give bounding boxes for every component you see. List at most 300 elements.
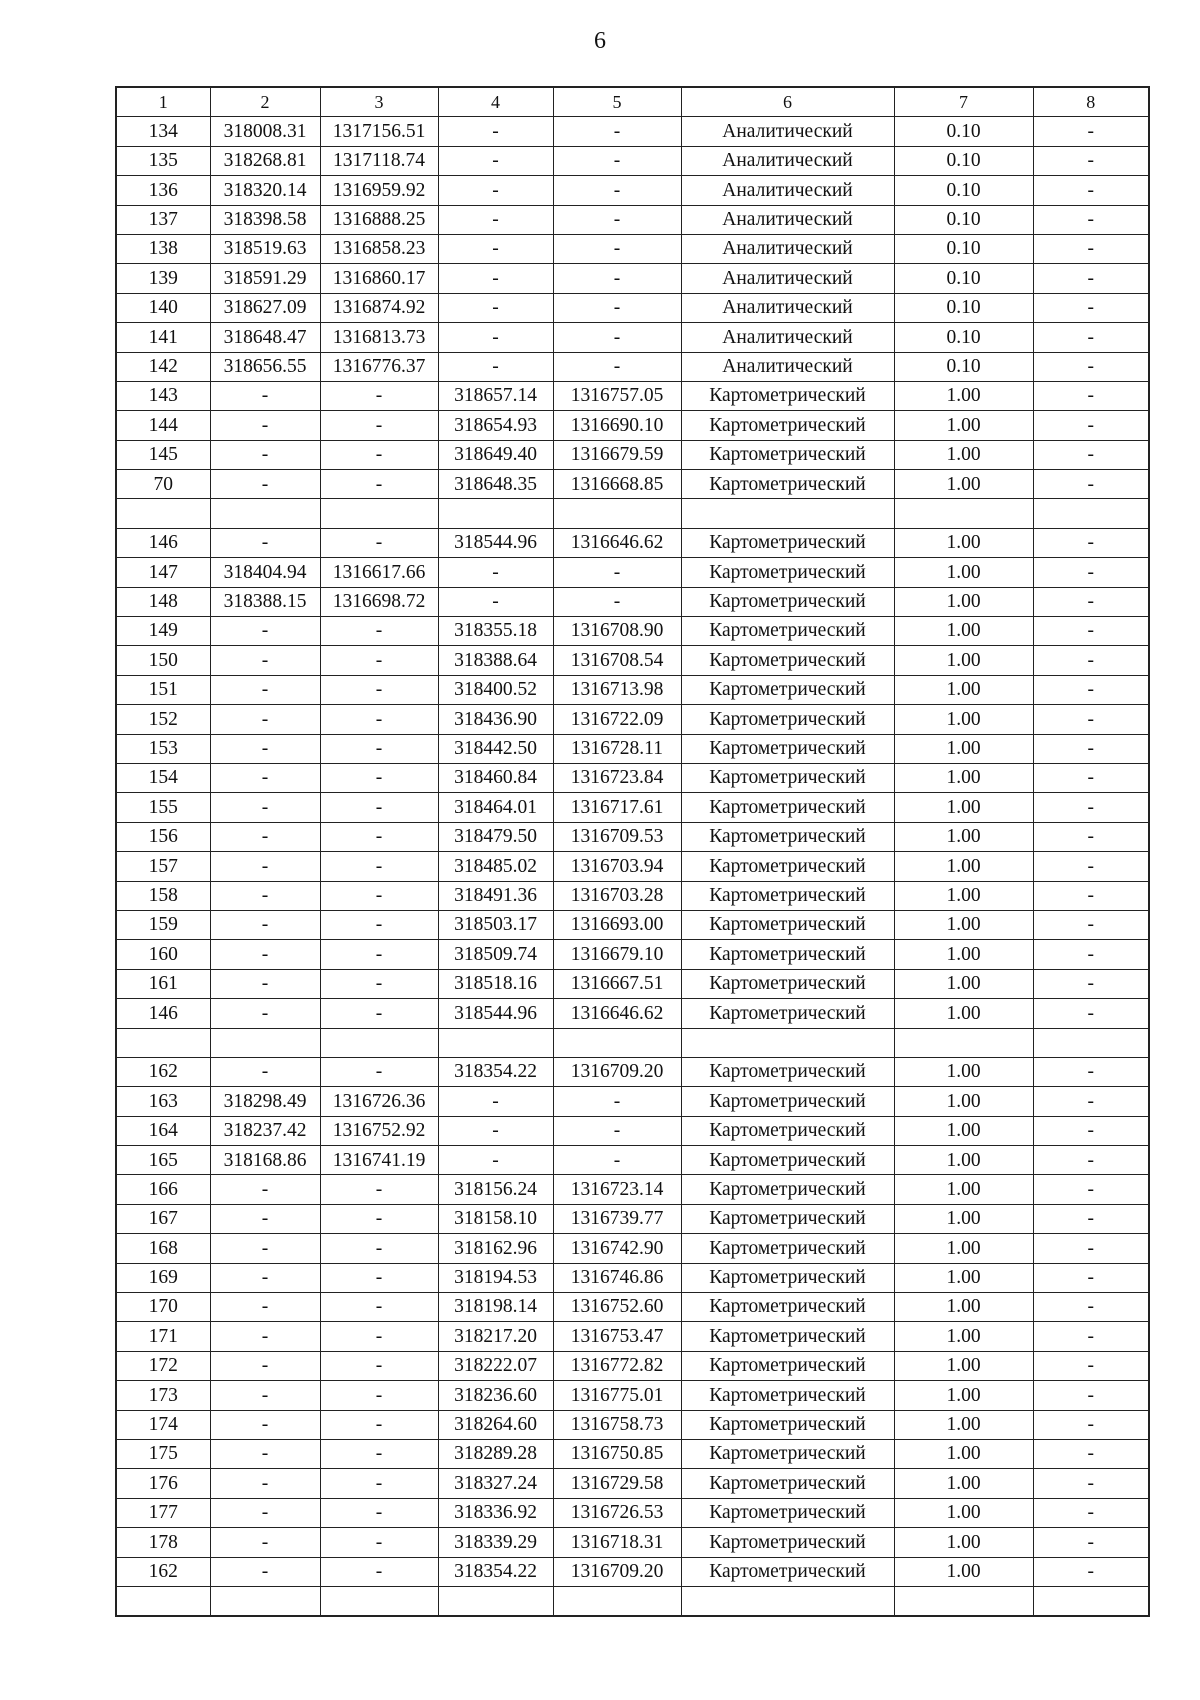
cell-accuracy: 1.00 [894,528,1033,557]
cell-accuracy: 1.00 [894,1351,1033,1380]
cell-note: - [1033,1381,1149,1410]
cell-method: Картометрический [681,1293,894,1322]
table-row [116,176,1149,205]
cell-y-coordinate-1: - [320,617,438,646]
cell-method: Картометрический [681,440,894,469]
column-header-accuracy: 7 [894,87,1033,117]
cell-y-coordinate-1: - [320,1557,438,1586]
cell-method: Картометрический [681,1381,894,1410]
cell-x-coordinate-2: 318485.02 [438,852,553,881]
cell-note: - [1033,1557,1149,1586]
table-row [116,1557,1149,1586]
cell-method: Картометрический [681,969,894,998]
cell-method: Картометрический [681,910,894,939]
cell-x-coordinate-2 [438,1028,553,1057]
cell-x-coordinate-2: - [438,176,553,205]
table-row [116,293,1149,322]
cell-x-coordinate-2: - [438,1116,553,1145]
cell-x-coordinate-1: - [210,528,320,557]
table-row [116,1351,1149,1380]
cell-y-coordinate-1: - [320,1528,438,1557]
table-row [116,1146,1149,1175]
cell-point-number: 162 [116,1557,210,1586]
cell-method: Картометрический [681,1498,894,1527]
cell-note: - [1033,1175,1149,1204]
cell-note: - [1033,558,1149,587]
cell-note: - [1033,352,1149,381]
cell-method: Картометрический [681,852,894,881]
column-header-x-coordinate-1: 2 [210,87,320,117]
cell-method: Картометрический [681,1234,894,1263]
cell-x-coordinate-2: 318327.24 [438,1469,553,1498]
cell-x-coordinate-1: - [210,940,320,969]
cell-x-coordinate-2: 318336.92 [438,1498,553,1527]
cell-y-coordinate-2: 1316723.84 [553,763,681,792]
cell-y-coordinate-1: 1316813.73 [320,323,438,352]
cell-method: Картометрический [681,1410,894,1439]
cell-y-coordinate-2: 1316722.09 [553,705,681,734]
cell-x-coordinate-1: - [210,1234,320,1263]
table-row [116,1498,1149,1527]
cell-point-number: 168 [116,1234,210,1263]
cell-y-coordinate-2: 1316690.10 [553,411,681,440]
cell-x-coordinate-1: 318404.94 [210,558,320,587]
cell-x-coordinate-2: 318354.22 [438,1057,553,1086]
cell-method: Аналитический [681,205,894,234]
cell-y-coordinate-2: 1316668.85 [553,470,681,499]
cell-x-coordinate-2: - [438,587,553,616]
page-number: 6 [594,28,606,54]
cell-method: Картометрический [681,675,894,704]
cell-note [1033,1028,1149,1057]
cell-method: Аналитический [681,176,894,205]
cell-method: Картометрический [681,734,894,763]
cell-accuracy: 1.00 [894,617,1033,646]
cell-y-coordinate-1: 1316698.72 [320,587,438,616]
cell-x-coordinate-2: 318544.96 [438,528,553,557]
cell-point-number: 173 [116,1381,210,1410]
cell-x-coordinate-1: - [210,1469,320,1498]
cell-y-coordinate-1: - [320,1293,438,1322]
cell-note: - [1033,1204,1149,1233]
cell-y-coordinate-1: - [320,411,438,440]
cell-y-coordinate-1 [320,1586,438,1616]
table-row [116,323,1149,352]
cell-accuracy: 1.00 [894,646,1033,675]
cell-method [681,1586,894,1616]
table-row [116,1293,1149,1322]
table-row [116,734,1149,763]
cell-note: - [1033,910,1149,939]
cell-note: - [1033,1351,1149,1380]
cell-note: - [1033,1322,1149,1351]
cell-note: - [1033,705,1149,734]
column-header-note: 8 [1033,87,1149,117]
table-row [116,705,1149,734]
cell-y-coordinate-1: - [320,440,438,469]
cell-accuracy [894,499,1033,528]
cell-method: Картометрический [681,587,894,616]
cell-method: Картометрический [681,822,894,851]
cell-accuracy: 0.10 [894,205,1033,234]
cell-x-coordinate-1: - [210,411,320,440]
cell-x-coordinate-2: - [438,323,553,352]
cell-x-coordinate-1: - [210,440,320,469]
cell-method: Картометрический [681,1322,894,1351]
cell-point-number: 159 [116,910,210,939]
cell-note: - [1033,1498,1149,1527]
table-row [116,1234,1149,1263]
table-row [116,793,1149,822]
cell-x-coordinate-2: 318491.36 [438,881,553,910]
table-row [116,1469,1149,1498]
cell-x-coordinate-1 [210,1586,320,1616]
cell-point-number: 138 [116,234,210,263]
table-row [116,587,1149,616]
cell-y-coordinate-2: 1316709.53 [553,822,681,851]
cell-accuracy: 0.10 [894,176,1033,205]
cell-method: Картометрический [681,1263,894,1292]
cell-method: Картометрический [681,646,894,675]
cell-x-coordinate-2: 318509.74 [438,940,553,969]
table-row [116,146,1149,175]
cell-point-number [116,499,210,528]
cell-accuracy: 1.00 [894,1322,1033,1351]
cell-point-number: 152 [116,705,210,734]
cell-accuracy: 0.10 [894,146,1033,175]
cell-note: - [1033,528,1149,557]
cell-method: Картометрический [681,1439,894,1468]
cell-accuracy: 1.00 [894,999,1033,1028]
cell-x-coordinate-2: 318657.14 [438,381,553,410]
cell-point-number: 136 [116,176,210,205]
table-row [116,440,1149,469]
cell-y-coordinate-2 [553,499,681,528]
cell-accuracy: 1.00 [894,852,1033,881]
cell-accuracy: 1.00 [894,1381,1033,1410]
cell-point-number: 167 [116,1204,210,1233]
cell-y-coordinate-2: - [553,146,681,175]
cell-y-coordinate-1: - [320,381,438,410]
cell-note: - [1033,1234,1149,1263]
cell-y-coordinate-1: - [320,705,438,734]
cell-method: Картометрический [681,1528,894,1557]
cell-note: - [1033,969,1149,998]
cell-point-number: 142 [116,352,210,381]
cell-y-coordinate-2: 1316709.20 [553,1557,681,1586]
cell-note: - [1033,146,1149,175]
cell-point-number: 148 [116,587,210,616]
cell-y-coordinate-1: - [320,1322,438,1351]
cell-x-coordinate-1: 318656.55 [210,352,320,381]
cell-note: - [1033,1439,1149,1468]
cell-y-coordinate-2: 1316708.54 [553,646,681,675]
column-header-x-coordinate-2: 4 [438,87,553,117]
cell-point-number: 147 [116,558,210,587]
cell-x-coordinate-1: - [210,1263,320,1292]
cell-y-coordinate-2: - [553,1146,681,1175]
table-row [116,763,1149,792]
cell-y-coordinate-2 [553,1586,681,1616]
table-row [116,1528,1149,1557]
cell-accuracy: 1.00 [894,793,1033,822]
cell-y-coordinate-2: 1316717.61 [553,793,681,822]
cell-x-coordinate-2: 318388.64 [438,646,553,675]
table-row [116,117,1149,146]
cell-method: Картометрический [681,999,894,1028]
cell-note: - [1033,1087,1149,1116]
cell-method: Картометрический [681,705,894,734]
cell-method: Аналитический [681,146,894,175]
cell-method: Картометрический [681,793,894,822]
cell-x-coordinate-1: - [210,705,320,734]
cell-x-coordinate-1: - [210,1322,320,1351]
cell-y-coordinate-2: - [553,117,681,146]
cell-note [1033,1586,1149,1616]
cell-method: Аналитический [681,352,894,381]
cell-y-coordinate-2: - [553,587,681,616]
cell-y-coordinate-1: 1316858.23 [320,234,438,263]
cell-y-coordinate-1 [320,1028,438,1057]
coordinates-table [115,86,1150,1617]
cell-accuracy: 1.00 [894,1439,1033,1468]
table-row [116,1087,1149,1116]
cell-note: - [1033,1293,1149,1322]
cell-y-coordinate-1: - [320,528,438,557]
cell-y-coordinate-1: - [320,734,438,763]
cell-point-number: 149 [116,617,210,646]
cell-accuracy: 1.00 [894,411,1033,440]
cell-note: - [1033,381,1149,410]
cell-y-coordinate-1: - [320,1351,438,1380]
cell-point-number: 151 [116,675,210,704]
cell-point-number: 176 [116,1469,210,1498]
cell-note: - [1033,1528,1149,1557]
cell-y-coordinate-2: 1316729.58 [553,1469,681,1498]
cell-y-coordinate-1: - [320,969,438,998]
cell-accuracy: 0.10 [894,323,1033,352]
cell-point-number: 146 [116,999,210,1028]
cell-y-coordinate-1: 1317156.51 [320,117,438,146]
cell-point-number: 163 [116,1087,210,1116]
cell-accuracy: 0.10 [894,117,1033,146]
cell-method: Картометрический [681,881,894,910]
cell-x-coordinate-1: 318591.29 [210,264,320,293]
cell-x-coordinate-1: - [210,617,320,646]
cell-point-number: 145 [116,440,210,469]
table-row [116,1175,1149,1204]
cell-note: - [1033,1057,1149,1086]
cell-accuracy: 1.00 [894,470,1033,499]
table-row [116,822,1149,851]
cell-method: Картометрический [681,1469,894,1498]
cell-y-coordinate-2: 1316775.01 [553,1381,681,1410]
cell-note: - [1033,646,1149,675]
cell-y-coordinate-1: - [320,940,438,969]
cell-point-number: 140 [116,293,210,322]
cell-x-coordinate-1: - [210,646,320,675]
cell-y-coordinate-2: 1316646.62 [553,528,681,557]
cell-accuracy: 1.00 [894,1087,1033,1116]
cell-method: Картометрический [681,381,894,410]
cell-method: Картометрический [681,411,894,440]
cell-y-coordinate-1: - [320,763,438,792]
cell-x-coordinate-2: 318464.01 [438,793,553,822]
cell-x-coordinate-1: 318398.58 [210,205,320,234]
cell-y-coordinate-2: 1316728.11 [553,734,681,763]
cell-accuracy: 1.00 [894,1498,1033,1527]
cell-x-coordinate-1: - [210,1410,320,1439]
cell-y-coordinate-1: - [320,675,438,704]
cell-note: - [1033,734,1149,763]
cell-method: Картометрический [681,528,894,557]
cell-y-coordinate-1: - [320,1204,438,1233]
cell-accuracy: 0.10 [894,352,1033,381]
cell-note: - [1033,293,1149,322]
cell-x-coordinate-2: - [438,1146,553,1175]
cell-note: - [1033,881,1149,910]
cell-y-coordinate-2: 1316757.05 [553,381,681,410]
cell-method: Картометрический [681,1351,894,1380]
cell-point-number: 175 [116,1439,210,1468]
cell-accuracy: 1.00 [894,940,1033,969]
cell-x-coordinate-1 [210,499,320,528]
cell-x-coordinate-1: - [210,881,320,910]
cell-y-coordinate-2: - [553,205,681,234]
cell-method: Картометрический [681,1116,894,1145]
cell-x-coordinate-2: - [438,352,553,381]
cell-x-coordinate-1: 318320.14 [210,176,320,205]
cell-point-number: 155 [116,793,210,822]
cell-x-coordinate-2: 318460.84 [438,763,553,792]
cell-y-coordinate-1: - [320,1439,438,1468]
cell-x-coordinate-2: 318162.96 [438,1234,553,1263]
table-row [116,1057,1149,1086]
cell-x-coordinate-2: - [438,1087,553,1116]
cell-point-number: 154 [116,763,210,792]
cell-x-coordinate-1: - [210,969,320,998]
table-row [116,910,1149,939]
cell-y-coordinate-1: - [320,1469,438,1498]
cell-x-coordinate-1: - [210,910,320,939]
cell-y-coordinate-2: 1316709.20 [553,1057,681,1086]
cell-point-number: 169 [116,1263,210,1292]
cell-x-coordinate-2: 318222.07 [438,1351,553,1380]
cell-x-coordinate-2: 318217.20 [438,1322,553,1351]
table-row [116,470,1149,499]
cell-accuracy: 1.00 [894,440,1033,469]
cell-note: - [1033,1116,1149,1145]
cell-note: - [1033,852,1149,881]
cell-method: Аналитический [681,234,894,263]
cell-y-coordinate-2: 1316758.73 [553,1410,681,1439]
cell-x-coordinate-1: - [210,793,320,822]
cell-method: Картометрический [681,1204,894,1233]
table-row [116,969,1149,998]
cell-x-coordinate-2: 318194.53 [438,1263,553,1292]
cell-accuracy: 1.00 [894,558,1033,587]
cell-accuracy: 1.00 [894,969,1033,998]
cell-method [681,1028,894,1057]
cell-x-coordinate-2: 318442.50 [438,734,553,763]
cell-accuracy: 1.00 [894,1234,1033,1263]
cell-x-coordinate-1: - [210,381,320,410]
cell-point-number: 153 [116,734,210,763]
table-row [116,675,1149,704]
table-row [116,999,1149,1028]
cell-accuracy: 1.00 [894,1410,1033,1439]
cell-accuracy: 1.00 [894,1528,1033,1557]
cell-x-coordinate-1: - [210,1498,320,1527]
cell-accuracy: 1.00 [894,1469,1033,1498]
cell-y-coordinate-2: 1316667.51 [553,969,681,998]
table-row [116,940,1149,969]
cell-accuracy: 1.00 [894,675,1033,704]
cell-y-coordinate-1: - [320,881,438,910]
cell-method: Картометрический [681,1557,894,1586]
cell-y-coordinate-2: 1316746.86 [553,1263,681,1292]
table-row [116,499,1149,528]
cell-accuracy: 1.00 [894,587,1033,616]
cell-y-coordinate-2: 1316718.31 [553,1528,681,1557]
cell-note: - [1033,234,1149,263]
table-row [116,852,1149,881]
table-row [116,528,1149,557]
cell-y-coordinate-2: - [553,558,681,587]
cell-note: - [1033,999,1149,1028]
cell-y-coordinate-1: - [320,1263,438,1292]
table-header-row [116,87,1149,117]
cell-y-coordinate-1: 1316752.92 [320,1116,438,1145]
cell-accuracy: 1.00 [894,381,1033,410]
cell-note: - [1033,411,1149,440]
cell-note: - [1033,117,1149,146]
cell-note: - [1033,205,1149,234]
cell-x-coordinate-2: 318479.50 [438,822,553,851]
cell-x-coordinate-2: 318436.90 [438,705,553,734]
table-row [116,352,1149,381]
cell-point-number: 166 [116,1175,210,1204]
table-row [116,1586,1149,1616]
cell-x-coordinate-2: 318264.60 [438,1410,553,1439]
cell-x-coordinate-2: 318158.10 [438,1204,553,1233]
cell-method: Картометрический [681,1087,894,1116]
cell-point-number: 137 [116,205,210,234]
cell-accuracy: 1.00 [894,910,1033,939]
cell-accuracy: 0.10 [894,293,1033,322]
table-body [116,117,1149,1616]
cell-y-coordinate-1: 1316888.25 [320,205,438,234]
cell-accuracy [894,1028,1033,1057]
cell-note: - [1033,264,1149,293]
cell-y-coordinate-1: 1316874.92 [320,293,438,322]
cell-x-coordinate-1: - [210,675,320,704]
cell-point-number: 150 [116,646,210,675]
cell-note: - [1033,763,1149,792]
cell-accuracy [894,1586,1033,1616]
cell-method: Картометрический [681,617,894,646]
cell-x-coordinate-1: 318388.15 [210,587,320,616]
cell-y-coordinate-2: - [553,293,681,322]
cell-y-coordinate-2 [553,1028,681,1057]
cell-y-coordinate-2: 1316772.82 [553,1351,681,1380]
cell-y-coordinate-1: 1316726.36 [320,1087,438,1116]
cell-y-coordinate-1: - [320,1175,438,1204]
cell-x-coordinate-1: - [210,1351,320,1380]
cell-y-coordinate-2: 1316708.90 [553,617,681,646]
cell-x-coordinate-2 [438,499,553,528]
cell-y-coordinate-2: 1316742.90 [553,1234,681,1263]
